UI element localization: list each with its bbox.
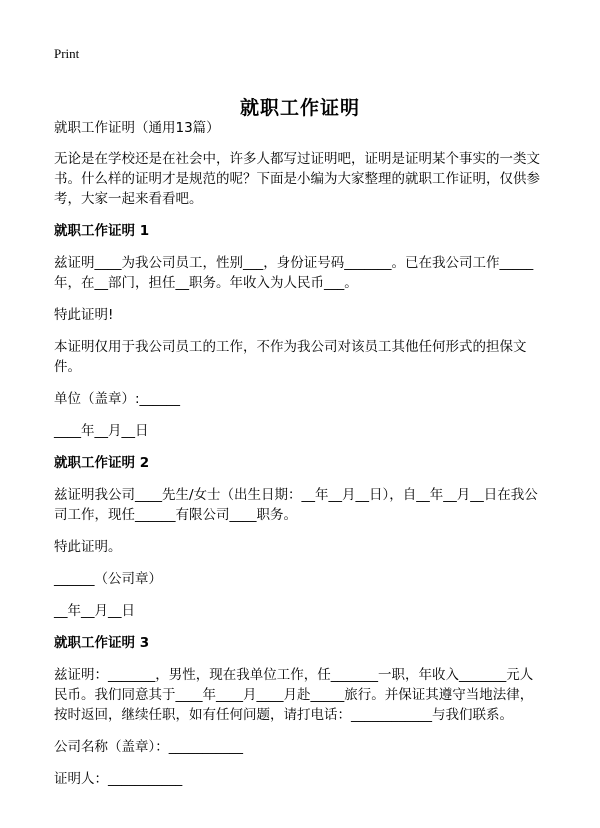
intro-paragraph: 无论是在学校还是在社会中，许多人都写过证明吧，证明是证明某个事实的一类文书。什么样的证明才是规范的呢？下面是小编为大家整理的就职工作证明，仅供参考，大家一起来看看吧。: [54, 151, 540, 207]
section-1-seal-line: 单位（盖章）:______: [54, 391, 181, 407]
section-3-witness-line: 证明人：___________: [54, 771, 183, 787]
document-body: [54, 118, 546, 801]
section-1-paragraph: 特此证明!: [54, 307, 114, 323]
section-1-paragraph: 兹证明____为我公司员工，性别___，身份证号码_______。已在我公司工作_____年，在__部门，担任__职务。年收入为人民币___。: [54, 255, 534, 291]
section-3-paragraph: 兹证明：_______，男性，现在我单位工作，任_______一职，年收入_______元人民币。我们同意其于____年____月____月赴_____旅行。并保证其遵守当地法律，按时返回，继续任职，如有任何问题，请打电话：____________与我们联系。: [54, 667, 534, 723]
section-2-seal-line: ______（公司章）: [54, 571, 162, 587]
section-2-paragraph: 特此证明。: [54, 539, 122, 555]
section-2-date-line: __年__月__日: [54, 603, 135, 619]
section-heading-2: 就职工作证明 2: [54, 455, 150, 471]
print-link[interactable]: Print: [54, 46, 80, 61]
document-title: 就职工作证明: [239, 96, 360, 119]
section-2-paragraph: 兹证明我公司____先生/女士（出生日期：__年__月__日），自__年__月__日在我公司工作，现任______有限公司____职务。: [54, 487, 538, 523]
section-3-company-line: 公司名称（盖章）：___________: [54, 739, 243, 755]
document-subtitle: 就职工作证明（通用13篇）: [54, 120, 220, 136]
section-heading-3: 就职工作证明 3: [54, 635, 150, 651]
section-heading-1: 就职工作证明 1: [54, 223, 150, 239]
section-1-date-line: ____年__月__日: [54, 423, 149, 439]
section-1-paragraph: 本证明仅用于我公司员工的工作，不作为我公司对该员工其他任何形式的担保文件。: [54, 339, 527, 375]
